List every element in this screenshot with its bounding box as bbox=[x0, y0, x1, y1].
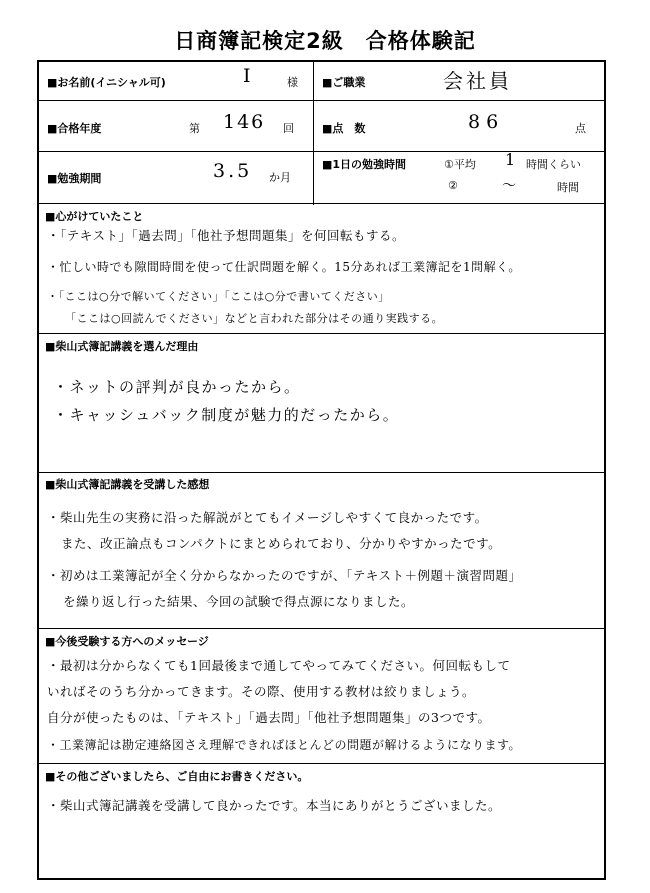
section-heading-other: ■その他ございましたら、ご自由にお書きください。 bbox=[45, 770, 309, 783]
impression-line: ・柴山先生の実務に沿った解説がとてもイメージしやすくて良かったです。 bbox=[47, 510, 488, 525]
name-label: ■お名前(イニシャル可) bbox=[47, 76, 166, 89]
period-suffix: か月 bbox=[269, 171, 291, 184]
care-line: ・「テキスト」「過去問」「他社予想問題集」を何回転もする。 bbox=[47, 228, 406, 243]
message-line: ・最初は分からなくても1回最後まで通してやってみてください。何回転もして bbox=[47, 658, 511, 673]
impression-line: また、改正論点もコンパクトにまとめられており、分かりやすかったです。 bbox=[61, 536, 502, 551]
section-heading-impression: ■柴山式簿記講義を受講した感想 bbox=[45, 478, 210, 491]
year-prefix: 第 bbox=[189, 122, 200, 135]
testimonial-form bbox=[37, 60, 606, 880]
score-value: 86 bbox=[468, 111, 505, 133]
period-value: 3.5 bbox=[213, 160, 253, 182]
section-divider bbox=[39, 628, 604, 629]
daily-2-suffix: 時間 bbox=[557, 181, 579, 194]
impression-line: を繰り返し行った結果、今回の試験で得点源になりました。 bbox=[63, 594, 415, 609]
reason-line: ・キャッシュバック制度が魅力的だったから。 bbox=[53, 406, 400, 424]
message-line: ・工業簿記は勘定連絡図さえ理解できればほとんどの問題が解けるようになります。 bbox=[47, 738, 522, 752]
daily-avg-value: 1 bbox=[505, 150, 516, 169]
daily-label: ■1日の勉強時間 bbox=[322, 158, 407, 171]
impression-line: ・初めは工業簿記が全く分からなかったのですが、「テキスト＋例題＋演習問題」 bbox=[47, 568, 522, 583]
daily-2-label: ② bbox=[448, 179, 458, 192]
message-line: 自分が使ったものは、「テキスト」「過去問」「他社予想問題集」の3つです。 bbox=[47, 710, 491, 725]
section-heading-message: ■今後受験する方へのメッセージ bbox=[45, 635, 209, 648]
score-label: ■点 数 bbox=[322, 122, 366, 135]
section-divider bbox=[39, 333, 604, 334]
section-divider bbox=[39, 472, 604, 473]
header-divider bbox=[313, 62, 314, 205]
section-heading-care: ■心がけていたこと bbox=[45, 210, 144, 223]
daily-2-value: ～ bbox=[502, 178, 516, 194]
other-line: ・柴山式簿記講義を受講して良かったです。本当にありがとうございました。 bbox=[47, 798, 502, 813]
daily-avg-suffix: 時間くらい bbox=[526, 158, 581, 171]
message-line: いればそのうち分かってきます。その際、使用する教材は絞りましょう。 bbox=[47, 684, 476, 699]
row-divider bbox=[39, 151, 604, 152]
period-label: ■勉強期間 bbox=[47, 172, 102, 185]
reason-line: ・ネットの評判が良かったから。 bbox=[53, 378, 301, 396]
care-line: ・「ここは○分で解いてください」「ここは○分で書いてください」 bbox=[47, 290, 390, 303]
year-suffix: 回 bbox=[283, 122, 294, 135]
section-divider bbox=[39, 763, 604, 764]
name-suffix: 様 bbox=[287, 76, 298, 89]
care-line: 「ここは○回読んでください」などと言われた部分はその通り実践する。 bbox=[65, 312, 444, 325]
row-divider bbox=[39, 203, 604, 204]
section-heading-reason: ■柴山式簿記講義を選んだ理由 bbox=[45, 340, 199, 353]
year-value: 146 bbox=[223, 111, 266, 133]
daily-avg-label: ①平均 bbox=[444, 158, 476, 171]
row-divider bbox=[39, 100, 604, 101]
year-label: ■合格年度 bbox=[47, 122, 102, 135]
page-title: 日商簿記検定2級 合格体験記 bbox=[174, 29, 476, 53]
job-value: 会社員 bbox=[443, 69, 512, 93]
name-value: I bbox=[243, 65, 251, 87]
care-line: ・忙しい時でも隙間時間を使って仕訳問題を解く。15分あれば工業簿記を1問解く。 bbox=[47, 260, 521, 274]
score-suffix: 点 bbox=[575, 122, 586, 135]
job-label: ■ご職業 bbox=[322, 76, 366, 89]
